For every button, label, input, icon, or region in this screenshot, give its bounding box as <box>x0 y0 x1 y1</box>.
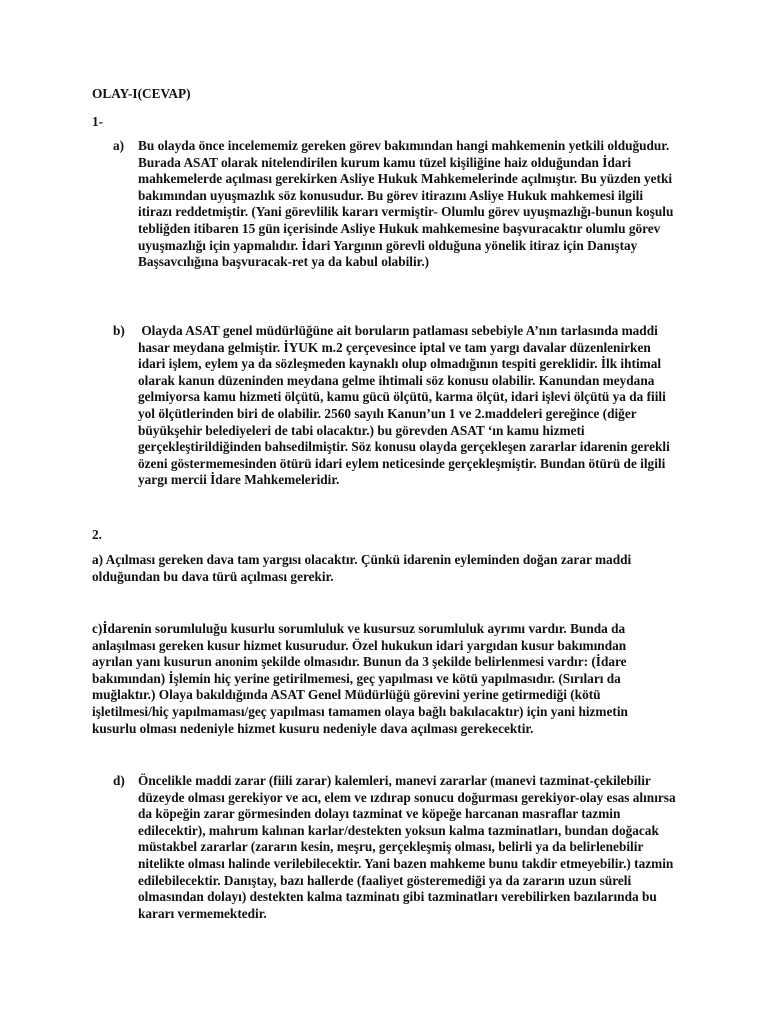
item-b-text: Olayda ASAT genel müdürlüğüne ait boruların patlaması sebebiyle A’nın tarlasında maddi hasar meydana gelmiştir. İYUK m.2 çerçevesince iptal ve tam yargı davalar düzenlenirken idari işlem, eylem ya da sözleşmeden kaynaklı olup olmadığının tespiti gereklidir. İlk ihtimal olarak kanun düzeninden meydana gelme ihtimali söz konusu olabilir. Kanundan meydana gelmiyorsa kamu hizmeti ölçütü, kamu gücü ölçütü, karma ölçüt, idari işlevi ölçütü ya da fiili yol ölçütlerinden biri de olabilir. 2560 sayılı Kanun’un 1 ve 2.maddeleri gereğince (diğer büyükşehir belediyeleri de tabi olacaktır.) bu görevden ASAT ‘ın kamu hizmeti gerçekleştirildiğinden bahsedilmiştir. Söz konusu olayda gerçekleşen zararlar idarenin gerekli özeni göstermemesinden ötürü idari eylem neticesinde gerçekleşmiştir. Bundan ötürü de ilgili yargı mercii İdare Mahkemeleridir. <box>138 323 674 488</box>
section-1-number: 1- <box>92 114 104 129</box>
item-a-text: Bu olayda önce incelememiz gereken görev bakımından hangi mahkemenin yetkili olduğudur. Burada ASAT olarak nitelendirilen kurum kamu tüzel kişiliğine haiz olduğundan İdari mahkemelerde açılması gerekirken Asliye Hukuk Mahkemelerinde açılmıştır. Bu yüzden yetki bakımından uyuşmazlık söz konusudur. Bu görev itirazını Asliye Hukuk mahkemesi ilgili itirazı reddetmiştir. (Yani görevlilik kararı vermiştir- Olumlu görev uyuşmazlığı-bunun koşulu tebliğden itibaren 15 gün içerisinde Asliye Hukuk mahkemesine başvuracaktır olumlu görev uyuşmazlığı için yapmalıdır. İdari Yargının görevli olduğuna yönelik itiraz için Danıştay Başsavcılığına başvuracak-ret ya da kabul olabilir.) <box>138 138 674 270</box>
item-d-text: Öncelikle maddi zarar (fiili zarar) kalemleri, manevi zararlar (manevi tazminat-çekilebilir düzeyde olması gerekiyor ve acı, elem ve ızdırap sonucu doğurması gerekiyor-olay esas alınırsa da köpeğin zarar görmesinden dolayı tazminat ve köpeğe harcanan masraflar tazmin edilecektir), mahrum kalınan karlar/destekten yoksun kalma tazminatları, bundan doğacak müstakbel zararlar (zararın kesin, meşru, gerçekleşmiş olması, belirli ya da belirlenebilir nitelikte olması halinde verilebilecektir. Yani bazen mahkeme bunu takdir etmeyebilir.) tazmin edilebilecektir. Danıştay, bazı hallerde (faaliyet gösteremediği ya da zararın uzun süreli olmasından dolayı) destekten kalma tazminatı gibi tazminatları verebilirken bazılarında bu kararı vermemektedir. <box>138 773 676 921</box>
item-d-marker: d) <box>113 773 125 788</box>
section-2-paragraph-c: c)İdarenin sorumluluğu kusurlu sorumluluk ve kusursuz sorumluluk ayrımı vardır. Bunda da anlaşılması gereken kusur hizmet kusurudur. Özel hukukun idari yargıdan kusur bakımından ayrılan yanı kusurun anonim şekilde olmasıdır. Bunun da 3 şekilde belirlenmesi vardır: (İdare bakımından) İşlemin hiç yerine getirilmemesi, geç yapılması ve kötü yapılmasıdır. (Sırıları da muğlaktır.) Olaya bakıldığında ASAT Genel Müdürlüğü görevini yerine getirmediği (kötü işletilmesi/hiç yapılmaması/geç yapılması tamamen olaya bağlı bakılacaktır) için yani hizmetin kusurlu olması nedeniyle hizmet kusuru nedeniyle dava açılması gerekecektir. <box>92 621 628 736</box>
section-2-number: 2. <box>92 527 102 542</box>
document-heading: OLAY-I(CEVAP) <box>92 86 191 101</box>
item-b-marker: b) <box>113 323 125 338</box>
section-2-paragraph-a: a) Açılması gereken dava tam yargısı olacaktır. Çünkü idarenin eyleminden doğan zarar maddi olduğundan bu dava türü açılması gerekir. <box>92 552 632 584</box>
item-a-marker: a) <box>113 138 125 153</box>
